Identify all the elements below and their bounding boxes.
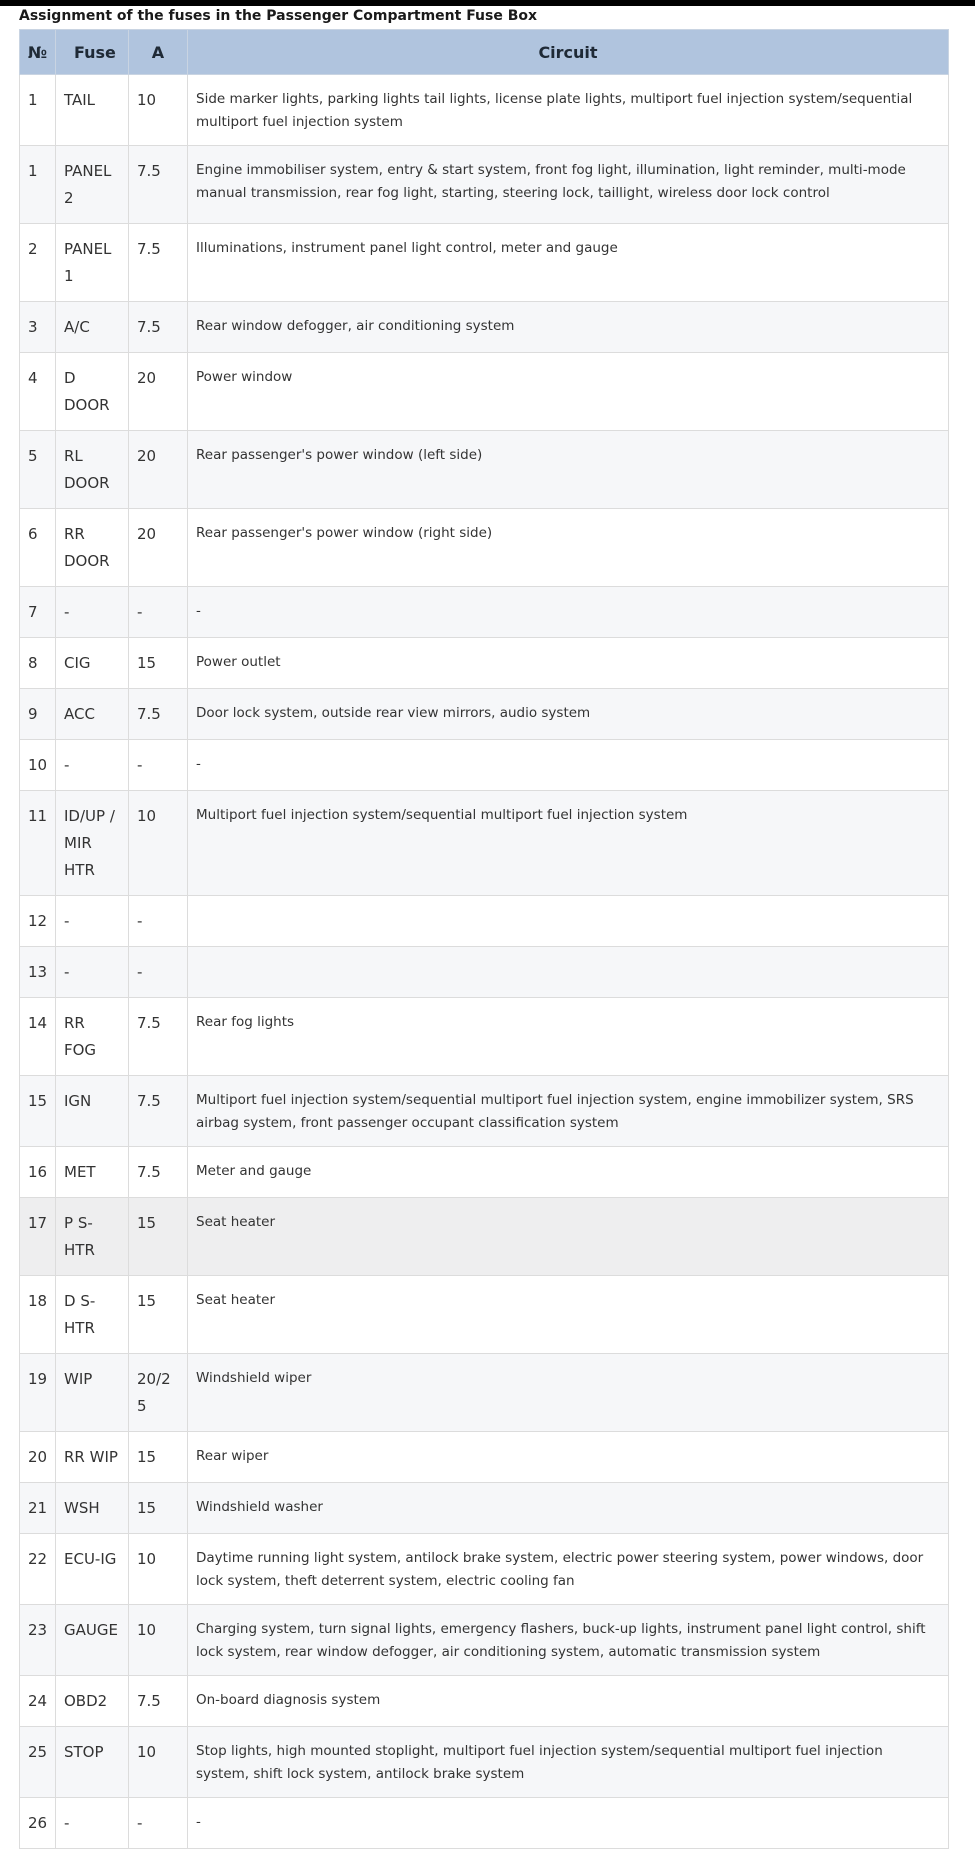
cell-number: 20 [20, 1432, 56, 1483]
table-row [20, 998, 949, 1076]
cell-number: 14 [20, 998, 56, 1076]
cell-fuse: ECU-IG [56, 1534, 129, 1605]
cell-number: 15 [20, 1076, 56, 1147]
cell-circuit: Engine immobiliser system, entry & start system, front fog light, illumination, light reminder, multi-mode manual transmission, rear fog light, starting, steering lock, taillight, wireless door lock control [188, 146, 949, 224]
cell-amperage: 7.5 [129, 224, 188, 302]
cell-circuit: Multiport fuel injection system/sequential multiport fuel injection system, engine immobilizer system, SRS airbag system, front passenger occupant classification system [188, 1076, 949, 1147]
cell-circuit: Seat heater [188, 1198, 949, 1276]
header-circuit: Circuit [188, 30, 949, 75]
cell-circuit: Multiport fuel injection system/sequential multiport fuel injection system [188, 791, 949, 896]
cell-number: 6 [20, 509, 56, 587]
cell-number: 11 [20, 791, 56, 896]
table-caption: Assignment of the fuses in the Passenger Compartment Fuse Box [19, 8, 538, 24]
cell-number: 1 [20, 75, 56, 146]
table-row [20, 1276, 949, 1354]
cell-amperage: - [129, 947, 188, 998]
cell-number: 17 [20, 1198, 56, 1276]
cell-number: 8 [20, 638, 56, 689]
table-row [20, 947, 949, 998]
cell-amperage: 7.5 [129, 302, 188, 353]
cell-fuse: RR DOOR [56, 509, 129, 587]
table-row [20, 509, 949, 587]
cell-amperage: 15 [129, 1483, 188, 1534]
cell-number: 5 [20, 431, 56, 509]
table-row [20, 302, 949, 353]
table-row [20, 791, 949, 896]
top-border [0, 0, 975, 6]
cell-amperage: 7.5 [129, 1676, 188, 1727]
table-row [20, 1076, 949, 1147]
cell-circuit: Illuminations, instrument panel light control, meter and gauge [188, 224, 949, 302]
cell-number: 26 [20, 1798, 56, 1849]
cell-amperage: 10 [129, 791, 188, 896]
cell-circuit: - [188, 587, 949, 638]
cell-number: 13 [20, 947, 56, 998]
cell-fuse: OBD2 [56, 1676, 129, 1727]
header-amperage: A [129, 30, 188, 75]
table-header-row [20, 30, 949, 75]
table-row [20, 1798, 949, 1849]
cell-circuit: Windshield washer [188, 1483, 949, 1534]
cell-fuse: WSH [56, 1483, 129, 1534]
cell-amperage: - [129, 896, 188, 947]
table-row [20, 740, 949, 791]
cell-amperage: 7.5 [129, 146, 188, 224]
table-row [20, 689, 949, 740]
table-row [20, 1147, 949, 1198]
table-row [20, 1727, 949, 1798]
cell-number: 18 [20, 1276, 56, 1354]
table-row [20, 353, 949, 431]
cell-number: 12 [20, 896, 56, 947]
table-row [20, 146, 949, 224]
cell-fuse: TAIL [56, 75, 129, 146]
cell-fuse: - [56, 587, 129, 638]
cell-circuit: Rear window defogger, air conditioning system [188, 302, 949, 353]
cell-number: 23 [20, 1605, 56, 1676]
cell-amperage: - [129, 740, 188, 791]
cell-circuit [188, 896, 949, 947]
cell-fuse: P S-HTR [56, 1198, 129, 1276]
cell-number: 24 [20, 1676, 56, 1727]
table-row [20, 1432, 949, 1483]
table-row [20, 224, 949, 302]
header-number: № [20, 30, 56, 75]
cell-fuse: ACC [56, 689, 129, 740]
cell-circuit: Stop lights, high mounted stoplight, multiport fuel injection system/sequential multiport fuel injection system, shift lock system, antilock brake system [188, 1727, 949, 1798]
cell-circuit: Rear passenger's power window (right side) [188, 509, 949, 587]
cell-amperage: 20/25 [129, 1354, 188, 1432]
cell-amperage: - [129, 587, 188, 638]
cell-amperage: 20 [129, 509, 188, 587]
cell-fuse: MET [56, 1147, 129, 1198]
table-row [20, 431, 949, 509]
cell-amperage: 15 [129, 638, 188, 689]
cell-fuse: GAUGE [56, 1605, 129, 1676]
cell-number: 25 [20, 1727, 56, 1798]
cell-fuse: IGN [56, 1076, 129, 1147]
cell-number: 16 [20, 1147, 56, 1198]
cell-circuit: Rear passenger's power window (left side) [188, 431, 949, 509]
cell-amperage: 15 [129, 1432, 188, 1483]
cell-fuse: RL DOOR [56, 431, 129, 509]
cell-amperage: 7.5 [129, 689, 188, 740]
cell-amperage: 15 [129, 1276, 188, 1354]
cell-amperage: - [129, 1798, 188, 1849]
cell-amperage: 10 [129, 1605, 188, 1676]
cell-number: 21 [20, 1483, 56, 1534]
cell-circuit: Windshield wiper [188, 1354, 949, 1432]
cell-circuit: Meter and gauge [188, 1147, 949, 1198]
cell-circuit: Door lock system, outside rear view mirrors, audio system [188, 689, 949, 740]
cell-amperage: 10 [129, 75, 188, 146]
cell-amperage: 7.5 [129, 1076, 188, 1147]
table-row [20, 1483, 949, 1534]
cell-number: 1 [20, 146, 56, 224]
table-row [20, 75, 949, 146]
cell-circuit: - [188, 1798, 949, 1849]
cell-fuse: A/C [56, 302, 129, 353]
cell-number: 10 [20, 740, 56, 791]
table-row [20, 1198, 949, 1276]
cell-fuse: STOP [56, 1727, 129, 1798]
fuse-table [19, 29, 949, 1849]
cell-number: 22 [20, 1534, 56, 1605]
cell-fuse: - [56, 1798, 129, 1849]
cell-number: 2 [20, 224, 56, 302]
cell-circuit: Power outlet [188, 638, 949, 689]
cell-amperage: 10 [129, 1534, 188, 1605]
cell-fuse: RR WIP [56, 1432, 129, 1483]
cell-circuit: Rear fog lights [188, 998, 949, 1076]
cell-fuse: CIG [56, 638, 129, 689]
cell-fuse: - [56, 947, 129, 998]
cell-circuit [188, 947, 949, 998]
table-row [20, 1676, 949, 1727]
cell-circuit: Rear wiper [188, 1432, 949, 1483]
cell-amperage: 7.5 [129, 1147, 188, 1198]
table-row [20, 587, 949, 638]
cell-number: 3 [20, 302, 56, 353]
cell-number: 4 [20, 353, 56, 431]
cell-fuse: - [56, 896, 129, 947]
cell-circuit: Daytime running light system, antilock brake system, electric power steering system, power windows, door lock system, theft deterrent system, electric cooling fan [188, 1534, 949, 1605]
cell-circuit: On-board diagnosis system [188, 1676, 949, 1727]
cell-amperage: 20 [129, 353, 188, 431]
cell-circuit: Side marker lights, parking lights tail lights, license plate lights, multiport fuel injection system/sequential multiport fuel injection system [188, 75, 949, 146]
cell-fuse: RR FOG [56, 998, 129, 1076]
cell-amperage: 20 [129, 431, 188, 509]
header-fuse: Fuse [56, 30, 129, 75]
table-row [20, 896, 949, 947]
cell-fuse: ID/UP / MIR HTR [56, 791, 129, 896]
cell-circuit: Power window [188, 353, 949, 431]
cell-circuit: Charging system, turn signal lights, emergency flashers, buck-up lights, instrument panel light control, shift lock system, rear window defogger, air conditioning system, automatic transmission system [188, 1605, 949, 1676]
cell-number: 19 [20, 1354, 56, 1432]
cell-number: 7 [20, 587, 56, 638]
cell-amperage: 15 [129, 1198, 188, 1276]
cell-fuse: D DOOR [56, 353, 129, 431]
table-row [20, 1534, 949, 1605]
cell-fuse: WIP [56, 1354, 129, 1432]
cell-circuit: Seat heater [188, 1276, 949, 1354]
cell-fuse: D S-HTR [56, 1276, 129, 1354]
cell-fuse: - [56, 740, 129, 791]
table-row [20, 638, 949, 689]
table-body [20, 75, 949, 1849]
cell-amperage: 7.5 [129, 998, 188, 1076]
cell-amperage: 10 [129, 1727, 188, 1798]
table-row [20, 1354, 949, 1432]
cell-number: 9 [20, 689, 56, 740]
cell-circuit: - [188, 740, 949, 791]
cell-fuse: PANEL1 [56, 224, 129, 302]
table-row [20, 1605, 949, 1676]
cell-fuse: PANEL2 [56, 146, 129, 224]
